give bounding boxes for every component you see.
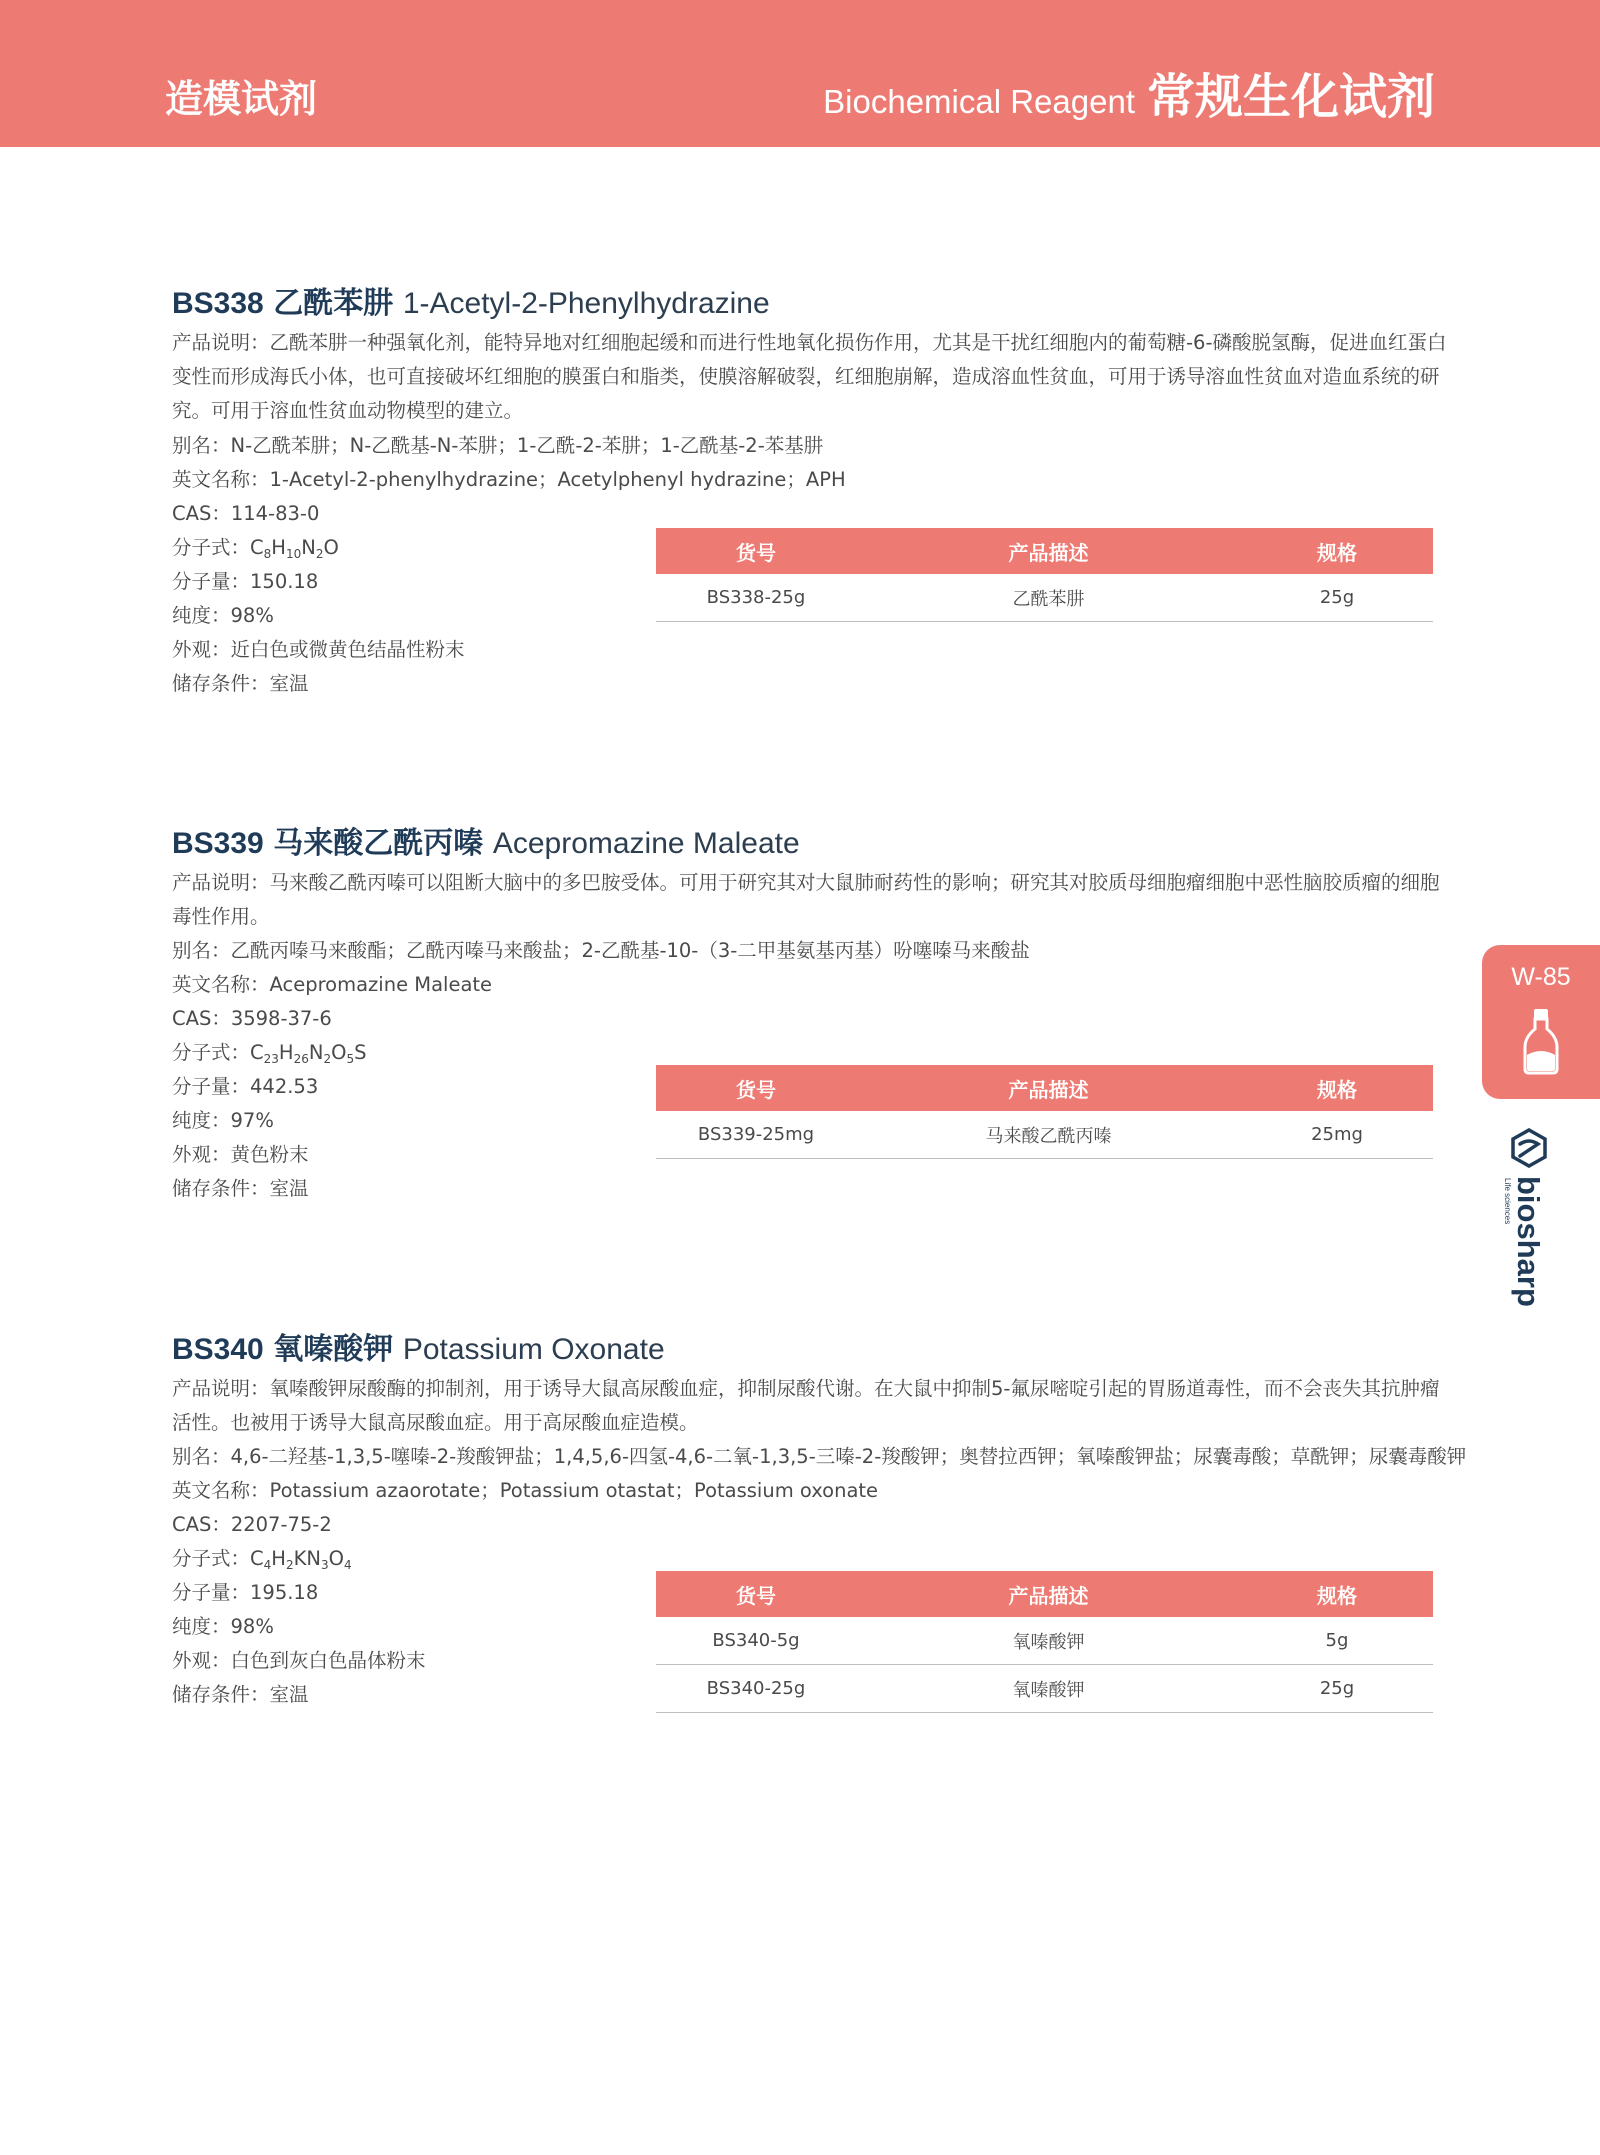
product-spec-table bbox=[656, 528, 1433, 622]
header-size: 规格 bbox=[1241, 528, 1433, 574]
formula-element: S bbox=[354, 1041, 367, 1064]
product-spec-table bbox=[656, 1571, 1433, 1713]
table-header bbox=[656, 1065, 1433, 1111]
cell-sku: BS340-25g bbox=[656, 1665, 856, 1713]
header-size: 规格 bbox=[1241, 1571, 1433, 1617]
product-purity: 纯度：98% bbox=[172, 604, 274, 627]
category-title-en: Biochemical Reagent bbox=[823, 83, 1135, 120]
formula-subscript: 10 bbox=[285, 547, 302, 561]
product-molecular-weight: 分子量：150.18 bbox=[172, 570, 319, 593]
product-storage: 储存条件：室温 bbox=[172, 672, 309, 695]
table-header-row bbox=[656, 528, 1433, 574]
header-description: 产品描述 bbox=[856, 1571, 1241, 1617]
product-english-name: 英文名称：Acepromazine Maleate bbox=[172, 973, 493, 996]
product-name-en: 1-Acetyl-2-Phenylhydrazine bbox=[402, 287, 770, 320]
formula-element: H bbox=[278, 1041, 294, 1064]
formula-element: O bbox=[323, 536, 339, 559]
brand-name: biosharp bbox=[1511, 1176, 1546, 1307]
formula-element: C bbox=[250, 1547, 264, 1570]
reagent-bottle-icon bbox=[1522, 1007, 1560, 1079]
table-header-row bbox=[656, 1065, 1433, 1111]
formula-label: 分子式： bbox=[172, 1547, 251, 1570]
product-title bbox=[172, 818, 800, 862]
product-alias: 别名：N-乙酰苯肼；N-乙酰基-N-苯肼；1-乙酰-2-苯肼；1-乙酰基-2-苯基肼 bbox=[172, 434, 824, 457]
table-header bbox=[656, 528, 1433, 574]
product-alias: 别名：4,6-二羟基-1,3,5-噻嗪-2-羧酸钾盐；1,4,5,6-四氢-4,6-二氧-1,3,5-三嗪-2-羧酸钾；奥替拉西钾；氧嗪酸钾盐；尿囊毒酸；草酰钾；尿囊毒酸钾 bbox=[172, 1445, 1467, 1468]
product-purity: 纯度：98% bbox=[172, 1615, 274, 1638]
product-cas: CAS：114-83-0 bbox=[172, 502, 320, 525]
table-row bbox=[656, 1111, 1433, 1159]
formula-element: C bbox=[250, 536, 264, 559]
header-description: 产品描述 bbox=[856, 1065, 1241, 1111]
formula-subscript: 8 bbox=[263, 547, 272, 561]
cell-sku: BS338-25g bbox=[656, 574, 856, 622]
formula-subscript: 4 bbox=[263, 1558, 272, 1572]
formula-element: H bbox=[271, 1547, 286, 1570]
cell-sku: BS339-25mg bbox=[656, 1111, 856, 1159]
formula-subscript: 4 bbox=[343, 1558, 352, 1572]
formula-subscript: 23 bbox=[263, 1052, 279, 1066]
product-spec-table bbox=[656, 1065, 1433, 1159]
product-description: 产品说明：乙酰苯肼一种强氧化剂，能特异地对红细胞起缓和而进行性地氧化损伤作用，尤其是干扰红细胞内的葡萄糖-6-磷酸脱氢酶，促进血红蛋白变性而形成海氏小体，也可直接破坏红细胞的膜蛋白和脂类，使膜溶解破裂，红细胞崩解，造成溶血性贫血，可用于诱导溶血性贫血对造血系统的研究。可用于溶血性贫血动物模型的建立。 bbox=[172, 331, 1447, 422]
table-row bbox=[656, 574, 1433, 622]
formula-element: N bbox=[308, 1041, 324, 1064]
product-title bbox=[172, 1324, 665, 1368]
product-name-en: Potassium Oxonate bbox=[402, 1333, 665, 1366]
product-alias: 别名：乙酰丙嗪马来酸酯；乙酰丙嗪马来酸盐；2-乙酰基-10-（3-二甲基氨基丙基）吩噻嗪马来酸盐 bbox=[172, 939, 1030, 962]
brand-tagline: Life sciences bbox=[1503, 1178, 1512, 1225]
page-tab bbox=[1482, 945, 1600, 1099]
product-english-name: 英文名称：1-Acetyl-2-phenylhydrazine；Acetylphenyl hydrazine；APH bbox=[172, 468, 846, 491]
page-number: W-85 bbox=[1511, 963, 1571, 991]
formula-subscript: 2 bbox=[323, 1052, 332, 1066]
table-row bbox=[656, 1665, 1433, 1713]
cell-description: 乙酰苯肼 bbox=[856, 574, 1241, 622]
cell-size: 25mg bbox=[1241, 1111, 1433, 1159]
formula-element: O bbox=[328, 1547, 344, 1570]
category-title bbox=[823, 58, 1435, 127]
formula-element: H bbox=[271, 536, 286, 559]
product-appearance: 外观：白色到灰白色晶体粉末 bbox=[172, 1649, 426, 1672]
product-storage: 储存条件：室温 bbox=[172, 1177, 309, 1200]
formula-element: KN bbox=[293, 1547, 321, 1570]
table-body bbox=[656, 1617, 1433, 1713]
product-name-en: Acepromazine Maleate bbox=[492, 827, 800, 860]
category-title-zh: 常规生化试剂 bbox=[1146, 69, 1435, 125]
cell-size: 25g bbox=[1241, 574, 1433, 622]
formula-subscript: 26 bbox=[293, 1052, 309, 1066]
header-sku: 货号 bbox=[656, 1571, 856, 1617]
product-name-zh: 乙酰苯肼 bbox=[273, 286, 394, 321]
cell-description: 氧嗪酸钾 bbox=[856, 1617, 1241, 1665]
product-name-zh: 马来酸乙酰丙嗪 bbox=[273, 826, 484, 861]
product-description: 产品说明：马来酸乙酰丙嗪可以阻断大脑中的多巴胺受体。可用于研究其对大鼠肺耐药性的影响；研究其对胶质母细胞瘤细胞中恶性脑胶质瘤的细胞毒性作用。 bbox=[172, 871, 1440, 928]
table-body bbox=[656, 574, 1433, 622]
formula-element: N bbox=[301, 536, 316, 559]
product-molecular-weight: 分子量：442.53 bbox=[172, 1075, 319, 1098]
product-cas: CAS：2207-75-2 bbox=[172, 1513, 332, 1536]
product-molecular-weight: 分子量：195.18 bbox=[172, 1581, 319, 1604]
table-body bbox=[656, 1111, 1433, 1159]
header-sku: 货号 bbox=[656, 528, 856, 574]
biosharp-logo-icon bbox=[1510, 1128, 1548, 1172]
table-header-row bbox=[656, 1571, 1433, 1617]
product-code: BS340 bbox=[172, 1333, 264, 1366]
brand-logo bbox=[1500, 1128, 1560, 1307]
product-purity: 纯度：97% bbox=[172, 1109, 274, 1132]
cell-description: 氧嗪酸钾 bbox=[856, 1665, 1241, 1713]
cell-size: 25g bbox=[1241, 1665, 1433, 1713]
formula-subscript: 3 bbox=[320, 1558, 329, 1572]
cell-size: 5g bbox=[1241, 1617, 1433, 1665]
product-appearance: 外观：黄色粉末 bbox=[172, 1143, 309, 1166]
cell-sku: BS340-5g bbox=[656, 1617, 856, 1665]
header-sku: 货号 bbox=[656, 1065, 856, 1111]
formula-subscript: 5 bbox=[346, 1052, 355, 1066]
product-storage: 储存条件：室温 bbox=[172, 1683, 309, 1706]
formula-element: O bbox=[331, 1041, 347, 1064]
header-description: 产品描述 bbox=[856, 528, 1241, 574]
formula-element: C bbox=[250, 1041, 264, 1064]
header-size: 规格 bbox=[1241, 1065, 1433, 1111]
product-code: BS339 bbox=[172, 827, 264, 860]
cell-description: 马来酸乙酰丙嗪 bbox=[856, 1111, 1241, 1159]
formula-subscript: 2 bbox=[315, 547, 324, 561]
product-cas: CAS：3598-37-6 bbox=[172, 1007, 332, 1030]
product-english-name: 英文名称：Potassium azaorotate；Potassium otastat；Potassium oxonate bbox=[172, 1479, 879, 1502]
product-appearance: 外观：近白色或微黄色结晶性粉末 bbox=[172, 638, 465, 661]
formula-subscript: 2 bbox=[285, 1558, 294, 1572]
table-row bbox=[656, 1617, 1433, 1665]
product-code: BS338 bbox=[172, 287, 264, 320]
formula-label: 分子式： bbox=[172, 536, 251, 559]
section-title: 造模试剂 bbox=[165, 77, 318, 121]
product-name-zh: 氧嗪酸钾 bbox=[273, 1332, 394, 1367]
table-header bbox=[656, 1571, 1433, 1617]
product-title bbox=[172, 278, 770, 322]
product-description: 产品说明：氧嗪酸钾尿酸酶的抑制剂，用于诱导大鼠高尿酸血症，抑制尿酸代谢。在大鼠中抑制5-氟尿嘧啶引起的胃肠道毒性，而不会丧失其抗肿瘤活性。也被用于诱导大鼠高尿酸血症。用于高尿酸血症造模。 bbox=[172, 1377, 1440, 1434]
page-header bbox=[0, 0, 1600, 147]
formula-label: 分子式： bbox=[172, 1041, 251, 1064]
